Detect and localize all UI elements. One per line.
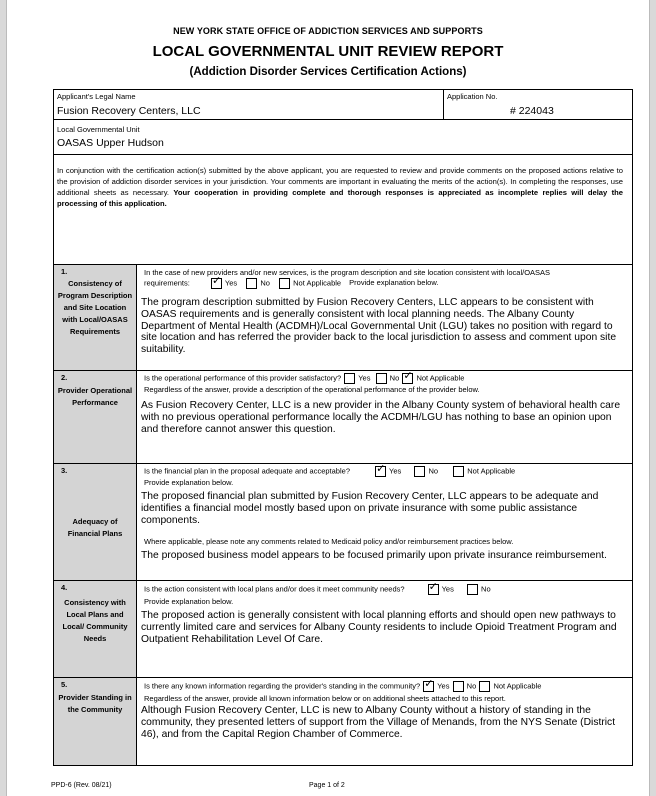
- page-number: Page 1 of 2: [309, 782, 345, 789]
- section-5-yes-checkbox[interactable]: [423, 681, 434, 692]
- document-page: [6, 0, 650, 796]
- applicant-name-field: [53, 89, 444, 120]
- section-3-na-label: Not Applicable: [467, 466, 516, 476]
- section-2-title: Provider Operational Performance: [57, 386, 133, 407]
- lgu-field: [53, 119, 633, 155]
- section-4-no-label: No: [481, 584, 491, 594]
- section-1-answer: The program description submitted by Fusion Recovery Centers, LLC appears to be consistent with OASAS requirements and is generally consistent with local planning needs. The Albany County Department of Mental Health (ACDMH)/Local Governmental Unit (LGU) takes no position with regard to site location and has referred the provider back to the local jurisdiction to assess and comment upon site suitability.: [141, 297, 617, 356]
- section-3-no-label: No: [428, 466, 439, 476]
- section-4-number: 4.: [61, 583, 68, 592]
- lgu-label: Local Governmental Unit: [57, 125, 140, 134]
- section-1-yes-checkbox[interactable]: [211, 278, 222, 289]
- section-3: [53, 463, 633, 581]
- section-5-instruction: Regardless of the answer, provide all known information below or on additional sheets attached to this report.: [144, 694, 506, 703]
- section-5-na-checkbox[interactable]: [479, 681, 490, 692]
- application-number-field: [443, 89, 633, 120]
- section-5: [53, 677, 633, 766]
- section-5-no-checkbox[interactable]: [453, 681, 464, 692]
- section-2-question: [144, 373, 464, 384]
- section-3-yes-label: Yes: [389, 466, 402, 476]
- section-5-number: 5.: [61, 680, 68, 689]
- section-1-na-label: Not Applicable: [293, 278, 342, 288]
- section-4-sidebar: [54, 581, 137, 677]
- section-2-sidebar: [54, 371, 137, 463]
- section-4-answer: The proposed action is generally consistent with local planning efforts and should open new pathways to currently limited care and services for Albany County residents to include Opioid Treatment Program and Outpatient Rehabilitation Level Of Care.: [141, 610, 617, 645]
- section-5-yes-label: Yes: [437, 681, 450, 691]
- applicant-name-label: Applicant's Legal Name: [57, 92, 136, 101]
- report-title: LOCAL GOVERNMENTAL UNIT REVIEW REPORT: [152, 43, 504, 60]
- section-3-title: Adequacy of Financial Plans: [67, 517, 123, 538]
- section-3-question: [144, 466, 515, 477]
- section-2-instruction: Regardless of the answer, provide a description of the operational performance of the provider below.: [144, 385, 480, 394]
- section-1-na-checkbox[interactable]: [279, 278, 290, 289]
- application-number-value: # 224043: [510, 105, 554, 117]
- section-2-yes-checkbox[interactable]: [344, 373, 355, 384]
- section-1-number: 1.: [61, 267, 68, 276]
- section-5-sidebar: [54, 678, 137, 765]
- section-1-instruction: Provide explanation below.: [349, 278, 439, 288]
- section-1-question-text: In the case of new providers and/or new services, is the program description and site location consistent with local/OASAS: [144, 268, 551, 277]
- intro-bold-1: Your cooperation in providing: [173, 188, 288, 197]
- lgu-value: OASAS Upper Hudson: [57, 137, 164, 149]
- section-2-na-label: Not Applicable: [416, 373, 465, 383]
- section-1: [53, 264, 633, 371]
- section-3-medicaid-note: Where applicable, please note any comments related to Medicaid policy and/or reimbursement practices below.: [144, 537, 514, 546]
- section-5-no-label: No: [466, 681, 477, 691]
- section-4-title: Consistency with Local Plans and Local/ Community Needs: [62, 598, 128, 643]
- section-3-question-text: Is the financial plan in the proposal adequate and acceptable?: [144, 466, 350, 476]
- section-4-instruction: Provide explanation below.: [144, 597, 234, 606]
- section-1-title: Consistency of Program Description and Site Location with Local/OASAS Requirements: [57, 279, 133, 336]
- section-4-question-text: Is the action consistent with local plans and/or does it meet community needs?: [144, 584, 405, 594]
- application-number-label: Application No.: [447, 92, 498, 101]
- section-2-no-checkbox[interactable]: [376, 373, 387, 384]
- section-1-sidebar: [54, 265, 137, 370]
- section-1-no-checkbox[interactable]: [246, 278, 257, 289]
- applicant-name-value: Fusion Recovery Centers, LLC: [57, 105, 201, 117]
- section-3-yes-checkbox[interactable]: [375, 466, 386, 477]
- section-4-yes-checkbox[interactable]: [428, 584, 439, 595]
- intro-text: [57, 165, 623, 209]
- section-3-sidebar: [54, 464, 137, 580]
- section-3-number: 3.: [61, 466, 68, 475]
- agency-name: NEW YORK STATE OFFICE OF ADDICTION SERVICES AND SUPPORTS: [173, 26, 483, 36]
- section-2-question-text: Is the operational performance of this provider satisfactory?: [144, 373, 342, 383]
- section-3-instruction: Provide explanation below.: [144, 478, 234, 487]
- section-5-question: [144, 681, 541, 692]
- section-4-question: [144, 584, 491, 595]
- section-2-answer: As Fusion Recovery Center, LLC is a new provider in the Albany County system of behavioral health care with no previous operational performance locally the ACDMH/LGU has nothing to base an opinion upon and therefore cannot answer this question.: [141, 400, 621, 435]
- section-1-no-label: No: [260, 278, 270, 288]
- section-3-answer-2: The proposed business model appears to be focused primarily upon private insurance reimbursement.: [141, 550, 607, 561]
- intro-bold-2: complete and thorough responses is appreciated as incomplete replies will delay the processing of this application.: [57, 188, 623, 208]
- intro-body: In conjunction with the certification action(s) submitted by the above applicant, you are requested to review and provide comments on the proposed actions relative to the provision of addiction disorder services in your jurisdiction. Your comments are important in evaluating the merits of the action(s). In completing the responses, use additional sheets as necessary.: [57, 166, 623, 197]
- section-1-yes-label: Yes: [224, 278, 238, 288]
- section-2-na-checkbox[interactable]: [402, 373, 413, 384]
- section-2: [53, 370, 633, 464]
- section-4-yes-label: Yes: [441, 584, 454, 594]
- section-5-na-label: Not Applicable: [493, 681, 542, 691]
- section-3-answer: The proposed financial plan submitted by Fusion Recovery Center, LLC appears to be adequate and identifies a financial model mostly based upon on private insurance with some public assistance components.: [141, 491, 599, 526]
- section-1-question-text-2: requirements:: [144, 278, 190, 288]
- section-4: [53, 580, 633, 678]
- section-5-title: Provider Standing in the Community: [58, 693, 132, 714]
- section-4-no-checkbox[interactable]: [467, 584, 478, 595]
- section-2-yes-label: Yes: [358, 373, 371, 383]
- report-subtitle: (Addiction Disorder Services Certification Actions): [189, 66, 467, 78]
- section-2-number: 2.: [61, 373, 68, 382]
- section-1-question: [144, 268, 632, 289]
- section-5-answer: Although Fusion Recovery Center, LLC is new to Albany County without a history of standing in the community, they presented letters of support from the Village of Menands, from the NYS Senate (District 46), and from the Capital Region Chamber of Commerce.: [141, 705, 616, 740]
- section-2-no-label: No: [389, 373, 400, 383]
- section-3-no-checkbox[interactable]: [414, 466, 425, 477]
- section-5-question-text: Is there any known information regarding the provider's standing in the community?: [144, 681, 421, 691]
- form-id: PPD-6 (Rev. 08/21): [51, 782, 112, 789]
- section-3-na-checkbox[interactable]: [453, 466, 464, 477]
